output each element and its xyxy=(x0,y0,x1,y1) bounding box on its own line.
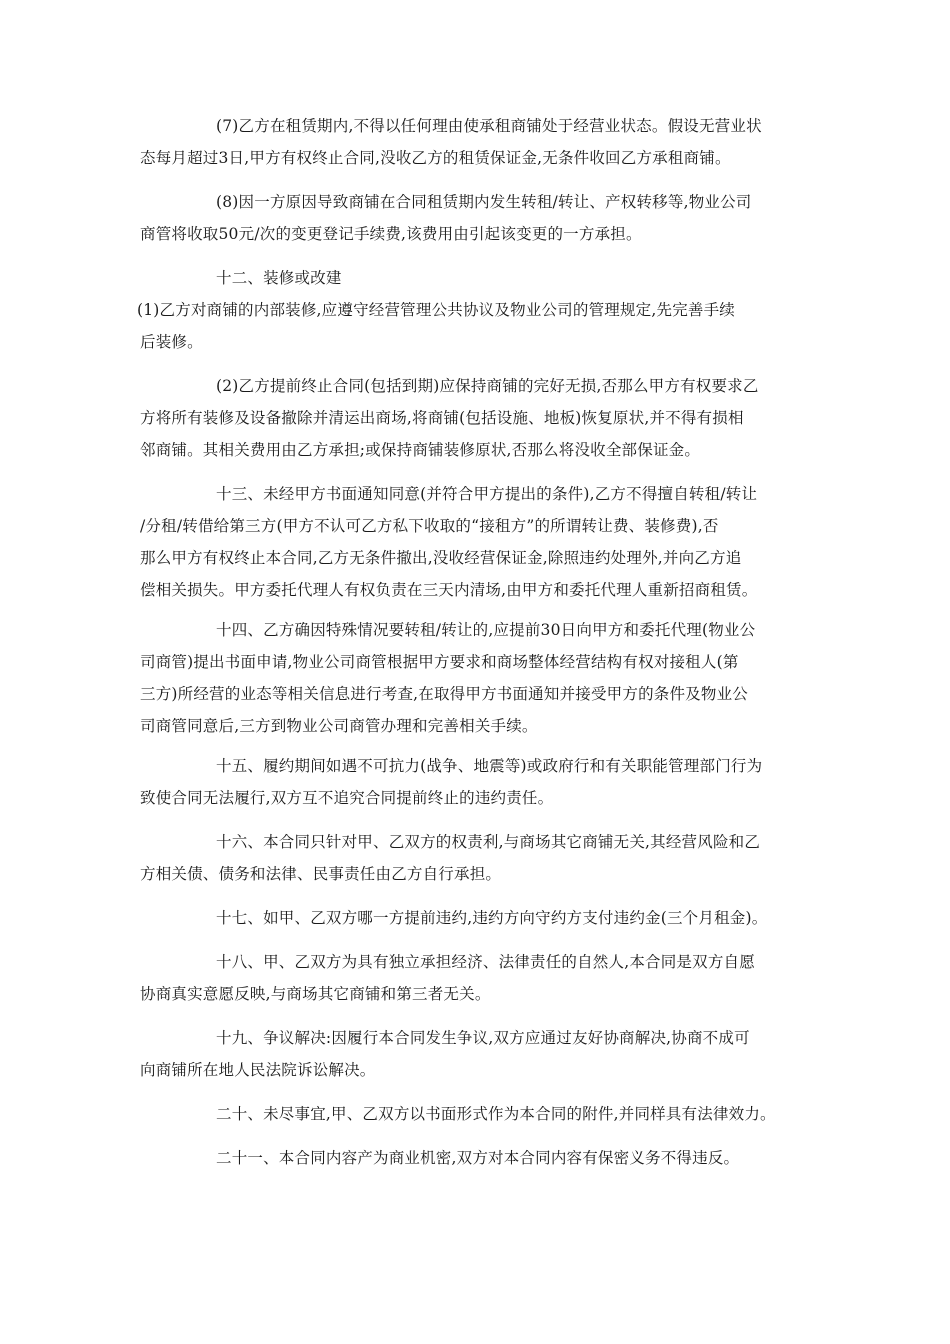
section-18-paragraph xyxy=(140,946,830,1010)
text-line: 十五、履约期间如遇不可抗力(战争、地震等)或政府行和有关职能管理部门行为 xyxy=(216,757,763,775)
text-line: 十四、乙方确因特殊情况要转租/转让的,应提前30日向甲方和委托代理(物业公 xyxy=(216,621,756,639)
text-line: 偿相关损失。甲方委托代理人有权负责在三天内清场,由甲方和委托代理人重新招商租赁。 xyxy=(140,581,758,599)
text-line: 向商铺所在地人民法院诉讼解决。 xyxy=(140,1061,376,1079)
section-15-paragraph xyxy=(140,750,830,814)
text-line: 态每月超过3日,甲方有权终止合同,没收乙方的租赁保证金,无条件收回乙方承租商铺。 xyxy=(140,149,731,167)
text-line: 二十一、本合同内容产为商业机密,双方对本合同内容有保密义务不得违反。 xyxy=(216,1149,740,1167)
text-line: (7)乙方在租赁期内,不得以任何理由使承租商铺处于经营业状态。假设无营业状 xyxy=(216,117,762,135)
text-line: 方相关债、债务和法律、民事责任由乙方自行承担。 xyxy=(140,865,502,883)
section-21-paragraph xyxy=(140,1142,830,1174)
text-line: 司商管)提出书面申请,物业公司商管根据甲方要求和商场整体经营结构有权对接租人(第 xyxy=(140,653,739,671)
text-line: 十七、如甲、乙双方哪一方提前违约,违约方向守约方支付违约金(三个月租金)。 xyxy=(216,909,768,927)
text-line: (8)因一方原因导致商铺在合同租赁期内发生转租/转让、产权转移等,物业公司 xyxy=(216,193,752,211)
clause-7-paragraph xyxy=(140,110,830,174)
section-14-paragraph xyxy=(140,614,830,742)
text-line: 那么甲方有权终止本合同,乙方无条件撤出,没收经营保证金,除照违约处理外,并向乙方追 xyxy=(140,549,742,567)
text-line: 十三、未经甲方书面通知同意(并符合甲方提出的条件),乙方不得擅自转租/转让 xyxy=(216,485,758,503)
text-line: 方将所有装修及设备撤除并清运出商场,将商铺(包括设施、地板)恢复原状,并不得有损相 xyxy=(140,409,744,427)
clause-8-paragraph xyxy=(140,186,830,250)
text-line: 协商真实意愿反映,与商场其它商铺和第三者无关。 xyxy=(140,985,491,1003)
text-line: 致使合同无法履行,双方互不追究合同提前终止的违约责任。 xyxy=(140,789,554,807)
text-line: 后装修。 xyxy=(140,333,203,351)
text-line: (1)乙方对商铺的内部装修,应遵守经营管理公共协议及物业公司的管理规定,先完善手续 xyxy=(137,301,736,319)
section-16-paragraph xyxy=(140,826,830,890)
section-17-paragraph xyxy=(140,902,830,934)
section-20-paragraph xyxy=(140,1098,830,1130)
section-13-paragraph xyxy=(140,478,830,606)
text-line: 十六、本合同只针对甲、乙双方的权责利,与商场其它商铺无关,其经营风险和乙 xyxy=(216,833,761,851)
text-line: (2)乙方提前终止合同(包括到期)应保持商铺的完好无损,否那么甲方有权要求乙 xyxy=(216,377,759,395)
section-12-paragraph xyxy=(137,262,830,358)
text-line: 商管将收取50元/次的变更登记手续费,该费用由引起该变更的一方承担。 xyxy=(140,225,642,243)
section-heading: 十二、装修或改建 xyxy=(216,269,342,287)
text-line: 十八、甲、乙双方为具有独立承担经济、法律责任的自然人,本合同是双方自愿 xyxy=(216,953,755,971)
text-line: 十九、争议解决:因履行本合同发生争议,双方应通过友好协商解决,协商不成可 xyxy=(216,1029,750,1047)
text-line: 邻商铺。其相关费用由乙方承担;或保持商铺装修原状,否那么将没收全部保证金。 xyxy=(140,441,701,459)
text-line: 司商管同意后,三方到物业公司商管办理和完善相关手续。 xyxy=(140,717,538,735)
text-line: 二十、未尽事宜,甲、乙双方以书面形式作为本合同的附件,并同样具有法律效力。 xyxy=(216,1105,776,1123)
section-12-item-2-paragraph xyxy=(140,370,830,466)
text-line: /分租/转借给第三方(甲方不认可乙方私下收取的“接租方”的所谓转让费、装修费),否 xyxy=(140,517,719,535)
section-19-paragraph xyxy=(140,1022,830,1086)
text-line: 三方)所经营的业态等相关信息进行考查,在取得甲方书面通知并接受甲方的条件及物业公 xyxy=(140,685,748,703)
